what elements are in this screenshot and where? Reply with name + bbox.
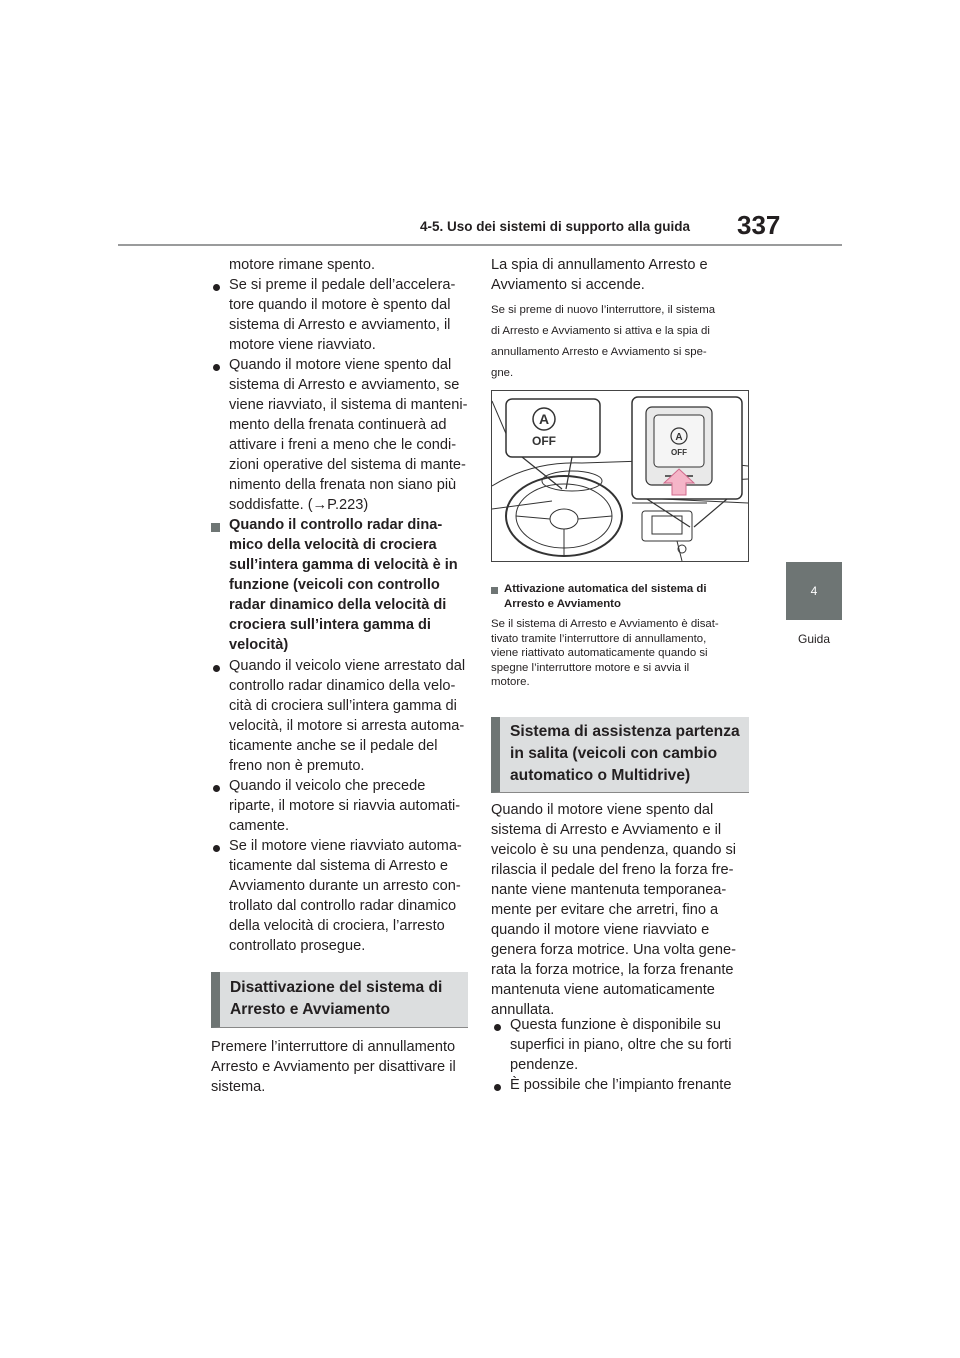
bullet-text-right-1: Questa funzione è disponibile su superfici in piano, oltre che su forti pendenze.: [510, 1017, 732, 1073]
auto-stop-icon-letter-right: A: [675, 432, 683, 443]
bullet-text-right-2: È possibile che l’impianto frenante: [510, 1077, 732, 1093]
auto-activation-text: Se il sistema di Arresto e Avviamento è disat- tivato tramite l’interruttore di annullamento, viene riattivato automaticamente quando si spegne l’interruttore motore e si avvia il motore.: [491, 618, 719, 688]
section-text-disattivazione: Premere l’interruttore di annullamento Arresto e Avviamento per disattivare il sistema.: [211, 1039, 456, 1095]
page-number: 337: [737, 210, 781, 240]
bullet-dot: [213, 665, 220, 672]
bullet-dot: [213, 364, 220, 371]
subheading-auto-activation: Attivazione automatica del sistema di Arresto e Avviamento: [504, 583, 707, 610]
bullet-dot: [494, 1084, 501, 1091]
subheading-radar-cruise: Quando il controllo radar dina- mico della velocità di crociera sull’intera gamma di velocità è in funzione (veicoli con controllo radar dinamico della velocità di crociera sull’intera gamma di velocità): [229, 517, 458, 653]
dashboard-illustration: [491, 390, 749, 562]
off-label-right: OFF: [671, 448, 687, 457]
bullet-text-5: Se il motore viene riavviato automa- ticamente dal sistema di Arresto e Avviamento durante un arresto con- trollato dal controllo radar dinamico della velocità di crociera, l’arresto controllato prosegue.: [229, 838, 462, 954]
running-header-section: 4-5. Uso dei sistemi di supporto alla guida: [420, 219, 691, 234]
chapter-number: 4: [810, 584, 818, 598]
auto-stop-icon-letter: A: [538, 411, 550, 427]
bullet-dot: [494, 1024, 501, 1031]
header-rule: [118, 244, 842, 246]
bullet-text-4: Quando il veicolo che precede riparte, il motore si riavvia automati- camente.: [229, 778, 461, 834]
spia-text: La spia di annullamento Arresto e Avviamento si accende.: [491, 257, 708, 293]
intro-line: motore rimane spento.: [229, 257, 376, 273]
chapter-label: Guida: [797, 632, 831, 646]
section-heading-hill-start: Sistema di assistenza partenza in salita (veicoli con cambio automatico o Multidrive): [491, 717, 749, 793]
dashboard-drawing: [492, 391, 748, 561]
hill-start-text: Quando il motore viene spento dal sistema di Arresto e Avviamento e il veicolo è su una pendenza, quando si rilascia il pedale del freno la forza fre- nante viene mantenuta temporanea- mente per evitare che arretri, fino a quando il motore viene riavviato e genera forza motrice. Una volta gene- rata la forza motrice, la forza frenante mantenuta viene automaticamente annullata.: [491, 802, 737, 1018]
bullet-text-1: Se si preme il pedale dell’accelera- tore quando il motore è spento dal sistema di Arresto e avviamento, il motore viene riavviato.: [229, 277, 456, 353]
bullet-text-2: Quando il motore viene spento dal sistema di Arresto e avviamento, se viene riavviato, il sistema di manteni- mento della frenata continuerà ad attivare i freni a meno che le condi- zioni operative del sistema di mante- nimento della frenata non siano più soddisfatte. (→P.223): [229, 357, 468, 513]
bullet-dot: [213, 785, 220, 792]
bullet-dot: [213, 284, 220, 291]
bullet-text-3: Quando il veicolo viene arrestato dal controllo radar dinamico della velo- cità di crociera sull’intera gamma di velocità, il motore si arresta automa- ticamente anche se il pedale del freno non è premuto.: [229, 658, 466, 774]
spia-small-text: Se si preme di nuovo l’interruttore, il sistema di Arresto e Avviamento si attiva e la spia di annullamento Arresto e Avviamento si spe- gne.: [491, 304, 716, 379]
section-heading-disattivazione: Disattivazione del sistema di Arresto e Avviamento: [211, 972, 468, 1028]
subheading-square: [491, 587, 498, 594]
off-label-left: OFF: [532, 434, 556, 448]
bullet-dot: [213, 845, 220, 852]
subheading-square: [211, 523, 220, 532]
